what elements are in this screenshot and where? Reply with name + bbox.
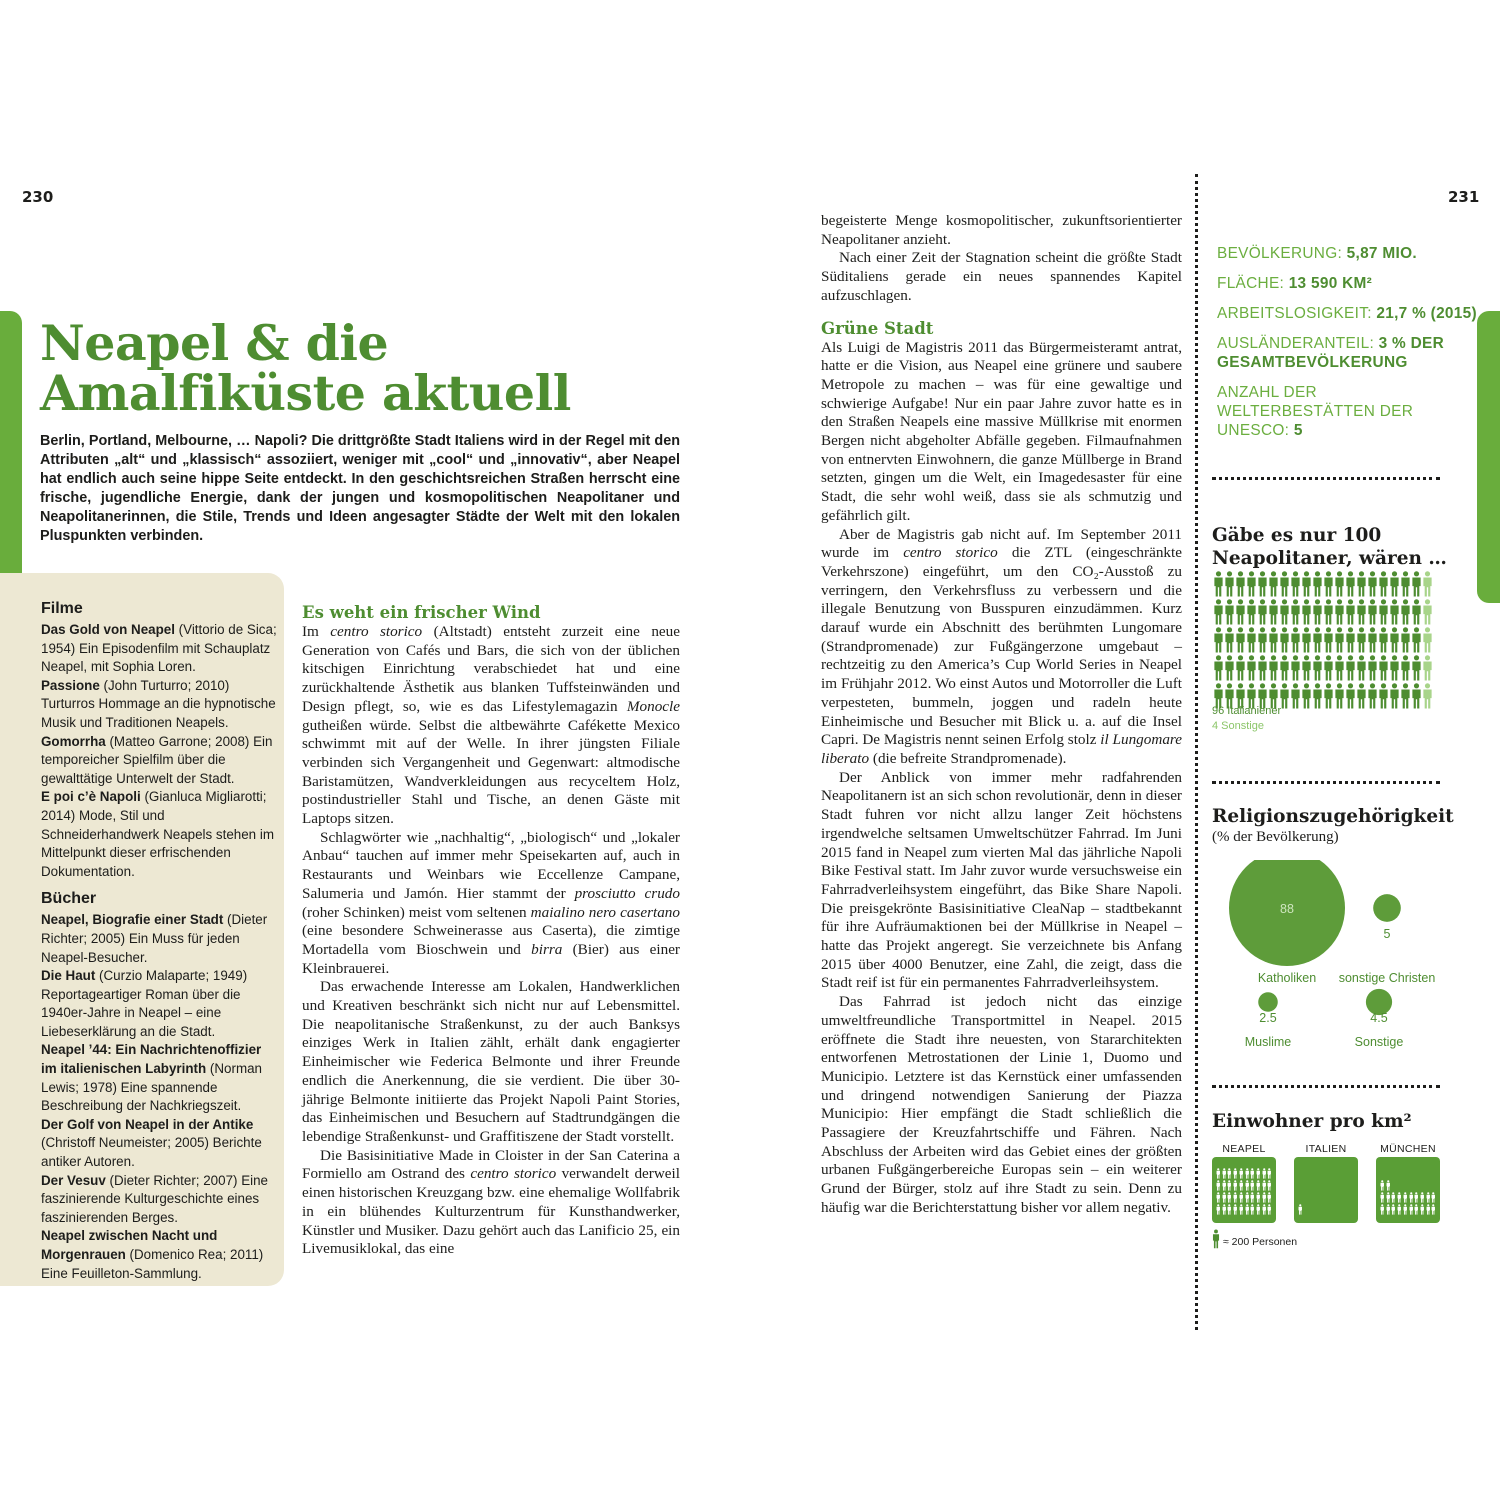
person-icon-italian: [1356, 627, 1367, 653]
books-heading: Bücher: [41, 890, 97, 908]
fact-area: FLÄCHE: 13 590 KM²: [1217, 275, 1373, 292]
person-icon-italian: [1301, 655, 1312, 681]
divider: [1212, 781, 1440, 784]
person-icon-italian: [1213, 571, 1224, 597]
right-chapter-tab: [1477, 311, 1500, 603]
density-person-icon: [1391, 1190, 1396, 1208]
person-icon-italian: [1279, 655, 1290, 681]
people-row: [1213, 571, 1443, 599]
person-icon-italian: [1268, 627, 1279, 653]
person-icon-italian: [1323, 655, 1334, 681]
book-entry: Neapel zwischen Nacht und Morgenrauen (Domenico Rea; 2011) Eine Feuilleton-Sammlung.: [41, 1228, 264, 1281]
title-line-2: Amalfiküste aktuell: [40, 364, 571, 422]
person-icon-italian: [1400, 599, 1411, 625]
section-heading-wind: Es weht ein frischer Wind: [302, 603, 541, 622]
person-icon-italian: [1301, 627, 1312, 653]
paragraph: Die Basisinitiative Made in Cloister in der San Caterina a Formiello am Ostrand des centro storico verwandelt derweil einen historischen Kreuzgang bzw. eine ehemalige Wollfabrik in ein blühendes Kulturzentrum für Kunsthandwerker, Künstler und Musiker. Dazu gehört auch das Lanificio 25, ein Livemusiklokal, das eine: [302, 1146, 680, 1258]
books-list: [41, 911, 277, 1283]
intro-paragraph: Berlin, Portland, Melbourne, … Napoli? Die drittgrößte Stadt Italiens wird in der Regel mit den Attributen „alt“ und „klassisch“ assoziiert, weniger mit „cool“ und „innovativ“, aber Neapel hat endlich auch seine hippe Seite entdeckt. In den geschichtsreichen Straßen herrscht eine frische, jugendliche Energie, dank der jungen und kosmopolitischen Neapolitaner und Neapolitanerinnen, die Stile, Trends und Ideen angesagter Städte der Welt mit den lokalen Pluspunkten verbinden.: [40, 433, 680, 544]
person-icon-italian: [1257, 571, 1268, 597]
person-icon-italian: [1290, 655, 1301, 681]
density-person-icon: [1233, 1166, 1238, 1184]
legend-other: 4 Sonstige: [1212, 720, 1264, 732]
person-icon-italian: [1334, 571, 1345, 597]
density-person-icon: [1403, 1190, 1408, 1208]
paragraph: Aber de Magistris gab nicht auf. Im September 2011 wurde im centro storico die ZTL (eingeschränkte Verkehrszone) eingeführt, um den CO₂-Ausstoß zu verringern, den Verkehrsfluss zu verbessern und die illegale Benutzung von Busspuren einzudämmen. Kurz darauf wurde ein Abschnitt des berühmten Lungomare (Strandpromenade) zur Fußgängerzone umgebaut – rechtzeitig zu den America’s Cup World Series in Neapel im Frühjahr 2012. Wo einst Autos und Motorroller die Luft verpesteten, bummeln, joggen und radeln heute Einheimische und Besucher mit Blick u. a. auf die Insel Capri. De Magistris nennt seinen Erfolg stolz il Lungomare liberato (die befreite Strandpromenade).: [821, 525, 1182, 767]
density-person-icon: [1298, 1202, 1303, 1220]
section-heading-green-city: Grüne Stadt: [821, 318, 934, 338]
density-person-icon: [1386, 1178, 1391, 1196]
person-icon-italian: [1356, 683, 1367, 709]
media-box: [0, 573, 284, 1286]
column-divider: [1195, 174, 1198, 1330]
person-icon-italian: [1389, 627, 1400, 653]
person-icon-italian: [1411, 683, 1422, 709]
person-icon-italian: [1400, 655, 1411, 681]
person-icon-italian: [1290, 683, 1301, 709]
person-icon-italian: [1213, 655, 1224, 681]
person-icon-italian: [1378, 571, 1389, 597]
religion-bubble: [1258, 992, 1278, 1012]
person-icon-italian: [1312, 683, 1323, 709]
person-icon-italian: [1323, 599, 1334, 625]
person-icon-italian: [1235, 571, 1246, 597]
people-row: [1213, 627, 1443, 655]
density-person-icon: [1250, 1166, 1255, 1184]
divider: [1212, 477, 1440, 480]
paragraph: Das erwachende Interesse am Lokalen, Handwerklichen und Kreativen beschränkt sich nicht nur auf Lebensmittel. Die neapolitanische Straßenkunst, zu der auch Banksys einziges Werk in Italien zählt, erhält dank engagierter Einheimischer wie Federica Belmonte und ihrer Freunde endlich die Anerkennung, die sie verdient. Die über 30-jährige Belmonte initiierte das Projekt Napoli Paint Stories, das Einheimischen und Besuchern auf Stadtrundgängen die lebendige Straßenkunst- und Graffitiszene der Stadt vorstellt.: [302, 978, 680, 1145]
density-person-icon: [1431, 1190, 1436, 1208]
person-icon-italian: [1378, 683, 1389, 709]
religion-chart: [1205, 860, 1465, 1060]
religion-label: Katholiken: [1257, 971, 1317, 985]
person-icon-italian: [1268, 655, 1279, 681]
paragraph: Schlagwörter wie „nachhaltig“, „biologisch“ und „lokaler Anbau“ tauchen auf immer mehr Speisekarten auf, auch in Restaurants und Weinbars wie Eccellenze Campane, Salumeria und Jamón. Hier stammt der prosciutto crudo (roher Schinken) meist vom seltenen maialino nero casertano (eine besondere Schweinerasse aus Caserta), die zimtige Mortadella vom Bioschwein und birra (Bier) aus einer Kleinbrauerei.: [302, 828, 680, 977]
person-icon-italian: [1257, 627, 1268, 653]
person-icon-italian: [1345, 655, 1356, 681]
legend-italian: 96 Italianiener: [1212, 705, 1282, 717]
people-row: [1213, 599, 1443, 627]
religion-label: Sonstige: [1354, 1035, 1404, 1049]
person-icon-italian: [1224, 599, 1235, 625]
person-icon-italian: [1345, 599, 1356, 625]
person-icon-italian: [1257, 655, 1268, 681]
person-icon-other: [1422, 627, 1433, 653]
religion-bubble: [1373, 894, 1401, 922]
page-number-right: 231: [1448, 188, 1480, 206]
people-heading: Gäbe es nur 100 Neapolitaner, wären …: [1212, 525, 1447, 569]
density-person-icon: [1227, 1166, 1232, 1184]
fact-population: BEVÖLKERUNG: 5,87 MIO.: [1217, 245, 1417, 262]
person-icon-italian: [1378, 627, 1389, 653]
films-list: [41, 621, 277, 881]
person-icon-italian: [1356, 599, 1367, 625]
person-icon-italian: [1367, 599, 1378, 625]
paragraph: Im centro storico (Altstadt) entsteht zurzeit eine neue Generation von Cafés und Bars, die sich von der üblichen kitschigen Einrichtung verabschiedet hat und eine zurückhaltende Ästhetik aus blanken Tuffsteinwänden und Design pflegt, so, wie es das Lifestylemagazin Monocle gutheißen würde. Selbst die altbewährte Cafékette Mexico schwimmt mit auf der Welle. In ihrer jüngsten Filiale verbinden sich Vergangenheit und Gegenwart: altmodische Baristamützen, Wandverkleidungen aus recyceltem Holz, postindustrieller Stahl und Tische, an denen Gäste mit Laptops sitzen.: [302, 623, 680, 828]
density-person-icon: [1222, 1166, 1227, 1184]
person-icon-italian: [1323, 571, 1334, 597]
person-icon-italian: [1367, 683, 1378, 709]
divider: [1212, 1085, 1440, 1088]
film-entry: Gomorrha (Matteo Garrone; 2008) Ein temporeicher Spielfilm über die gewalttätige Unterwelt der Stadt.: [41, 733, 273, 786]
person-icon-italian: [1367, 627, 1378, 653]
page-title: [40, 314, 740, 422]
person-icon-italian: [1389, 571, 1400, 597]
person-icon-other: [1422, 683, 1433, 709]
religion-value: 88: [1280, 902, 1294, 916]
book-entry: Neapel, Biografie einer Stadt (Dieter Richter; 2005) Ein Muss für jeden Neapel-Besucher.: [41, 912, 268, 965]
person-icon-italian: [1301, 571, 1312, 597]
person-icon-italian: [1213, 599, 1224, 625]
person-icon-italian: [1279, 599, 1290, 625]
page-number-left: 230: [22, 188, 54, 206]
density-chart: [1212, 1143, 1444, 1263]
person-icon-italian: [1389, 683, 1400, 709]
person-icon-italian: [1356, 571, 1367, 597]
person-icon-italian: [1290, 599, 1301, 625]
density-person-icon: [1420, 1190, 1425, 1208]
religion-value: 2.5: [1259, 1011, 1277, 1025]
person-icon-italian: [1345, 683, 1356, 709]
person-icon-italian: [1378, 599, 1389, 625]
paragraph: Als Luigi de Magistris 2011 das Bürgermeisteramt antrat, hatte er die Vision, aus Neapel eine grünere und saubere Metropole zu machen – was für eine gewaltige und schwierige Aufgabe! Nur ein paar Jahre zuvor hatte es in den Straßen Neapels eine massive Müllkrise mit enormen Bergen nicht abgeholter Abfälle gegeben. Filmaufnahmen von entnervten Einwohnern, die ganze Müllberge in Brand setzten, gingen um die Welt, ein Imagedesaster für eine Stadt, die sehr wohl weiß, dass sie als schmutzig und gefährlich gilt.: [821, 338, 1182, 524]
density-person-icon: [1409, 1190, 1414, 1208]
fact-unesco: ANZAHL DER WELTERBESTÄTTEN DER UNESCO: 5: [1217, 384, 1414, 439]
person-icon-italian: [1290, 571, 1301, 597]
density-legend-text: ≈ 200 Personen: [1223, 1235, 1298, 1248]
density-box: [1294, 1157, 1358, 1223]
paragraph: Nach einer Zeit der Stagnation scheint die größte Stadt Süditaliens gerade ein neues spannendes Kapitel aufzuschlagen.: [821, 249, 1182, 304]
person-icon-italian: [1400, 571, 1411, 597]
person-icon-italian: [1334, 599, 1345, 625]
religion-value: 4.5: [1370, 1011, 1388, 1025]
article-column-1: [302, 602, 680, 1259]
density-person-icon: [1267, 1166, 1272, 1184]
person-icon-italian: [1246, 571, 1257, 597]
person-icon-italian: [1400, 683, 1411, 709]
person-icon-italian: [1312, 599, 1323, 625]
book-entry: Die Haut (Curzio Malaparte; 1949) Reportageartiger Roman über die 1940er-Jahre in Neapel – eine Liebeserklärung an die Stadt.: [41, 968, 248, 1039]
person-icon-italian: [1367, 655, 1378, 681]
person-icon-italian: [1411, 571, 1422, 597]
density-person-icon: [1414, 1190, 1419, 1208]
density-person-icon: [1426, 1190, 1431, 1208]
person-icon-italian: [1257, 599, 1268, 625]
person-icon-italian: [1411, 599, 1422, 625]
density-person-icon: [1262, 1166, 1267, 1184]
paragraph: Das Fahrrad ist jedoch nicht das einzige umweltfreundliche Transportmittel in Neapel. 2015 eröffnete die Stadt ihre neuesten, von Stararchitekten entworfenen Metrostationen der Linie 1, Duomo und Municipio. Letztere ist das Kernstück einer umfassenden und dringend notwendigen Sanierung der Piazza Municipio: Hier empfängt die Stadt schließlich die Passagiere der Kreuzfahrtschiffe und Fähren. Nach Abschluss der Arbeiten wird das Gebiet eines der größten urbanen Fußgängerbereiche Europas sein – ein weiterer Grund der Bürger, stolz auf ihre Stadt zu sein. Denn zu häufig war die Berichterstattung bisher vor allem negativ.: [821, 993, 1182, 1216]
person-icon-italian: [1235, 655, 1246, 681]
left-chapter-tab: [0, 311, 22, 603]
person-icon-italian: [1224, 571, 1235, 597]
person-icon-italian: [1312, 571, 1323, 597]
film-entry: Das Gold von Neapel (Vittorio de Sica; 1954) Ein Episodenfilm mit Schauplatz Neapel, mit Sophia Loren.: [41, 622, 277, 675]
density-person-icon: [1245, 1166, 1250, 1184]
person-icon-italian: [1334, 683, 1345, 709]
person-icon-italian: [1224, 655, 1235, 681]
person-icon-italian: [1279, 627, 1290, 653]
person-icon-italian: [1301, 599, 1312, 625]
person-icon-italian: [1334, 655, 1345, 681]
density-person-icon: [1380, 1178, 1385, 1196]
films-heading: Filme: [41, 600, 83, 617]
density-label: ITALIEN: [1305, 1143, 1347, 1155]
person-icon-italian: [1312, 655, 1323, 681]
person-icon-italian: [1400, 627, 1411, 653]
person-icon-italian: [1301, 683, 1312, 709]
person-icon-italian: [1378, 655, 1389, 681]
person-icon-italian: [1235, 599, 1246, 625]
religion-label: sonstige Christen: [1338, 971, 1436, 985]
person-icon-italian: [1367, 571, 1378, 597]
fact-list: [1217, 244, 1477, 451]
religion-value: 5: [1383, 927, 1391, 941]
book-entry: Der Golf von Neapel in der Antike (Christoff Neumeister; 2005) Berichte antiker Autoren.: [41, 1116, 262, 1170]
religion-subheading: (% der Bevölkerung): [1212, 829, 1339, 845]
density-heading: Einwohner pro km²: [1212, 1111, 1412, 1132]
paragraph: Der Anblick von immer mehr radfahrenden Neapolitanern ist an sich schon revolutionär, denn in dieser Stadt fuhren vor nicht allzu langer Zeit höchstens irgendwelche seltsamen Umweltschützer Fahrrad. Im Juni 2015 fand in Neapel zum vierten Mal das jährliche Napoli Bike Festival statt. Im Jahr zuvor wurde versuchsweise ein Fahrradverleihsystem eingeführt, das Bike Share Napoli. Die preisgekrönte Basisinitiative CleaNap – stadtbekannt für ihre Aufräumaktionen bei der Müllkrise in Neapel – hatte das Projekt angeregt. Sie verzeichnete bis Anfang 2015 über 4000 Benutzer, eine Zahl, die zeigt, dass die Stadt reif ist für ein permanentes Fahrradverleihsystem.: [821, 768, 1182, 992]
density-label: NEAPEL: [1222, 1143, 1266, 1155]
fact-unemployment: ARBEITSLOSIGKEIT: 21,7 % (2015): [1217, 305, 1477, 322]
person-icon-italian: [1213, 627, 1224, 653]
person-icon: [1212, 1229, 1220, 1254]
film-entry: E poi c’è Napoli (Gianluca Migliarotti; 2014) Mode, Stil und Schneiderhandwerk Neapels stehen im Mittelpunkt dieser erfrischenden Dokumentation.: [41, 789, 274, 879]
person-icon-italian: [1345, 571, 1356, 597]
fact-foreigners: AUSLÄNDERANTEIL: 3 % DER GESAMTBEVÖLKERUNG: [1217, 335, 1445, 371]
person-icon-italian: [1323, 683, 1334, 709]
person-icon-italian: [1334, 627, 1345, 653]
religion-label: Muslime: [1244, 1035, 1292, 1049]
person-icon-italian: [1268, 571, 1279, 597]
person-icon-italian: [1323, 627, 1334, 653]
person-icon-italian: [1268, 599, 1279, 625]
person-icon-italian: [1224, 627, 1235, 653]
article-column-2: [821, 212, 1182, 1218]
density-person-icon: [1216, 1166, 1221, 1184]
density-person-icon: [1397, 1190, 1402, 1208]
paragraph: begeisterte Menge kosmopolitischer, zukunftsorientierter Neapolitaner anzieht.: [821, 212, 1182, 248]
density-legend: [1212, 1229, 1297, 1254]
person-icon-italian: [1411, 627, 1422, 653]
density-person-icon: [1239, 1166, 1244, 1184]
person-icon-italian: [1389, 599, 1400, 625]
person-icon-italian: [1246, 627, 1257, 653]
religion-heading: Religionszugehörigkeit: [1212, 806, 1454, 827]
person-icon-other: [1422, 655, 1433, 681]
person-icon-italian: [1411, 655, 1422, 681]
book-entry: Der Vesuv (Dieter Richter; 2007) Eine faszinierende Kulturgeschichte eines faszinierenden Berges.: [41, 1172, 269, 1225]
people-pictogram: [1213, 571, 1443, 711]
book-entry: Neapel ’44: Ein Nachrichtenoffizier im italienischen Labyrinth (Norman Lewis; 1978) Eine spannende Beschreibung der Nachkriegszeit.: [41, 1042, 262, 1114]
person-icon-italian: [1345, 627, 1356, 653]
person-icon-italian: [1312, 627, 1323, 653]
person-icon-italian: [1279, 571, 1290, 597]
film-entry: Passione (John Turturro; 2010) Turturros Hommage an die hypnotische Musik und Traditionen Neapels.: [41, 677, 276, 730]
person-icon-italian: [1290, 627, 1301, 653]
person-icon-italian: [1235, 627, 1246, 653]
density-label: MÜNCHEN: [1380, 1143, 1436, 1155]
person-icon-italian: [1246, 655, 1257, 681]
person-icon-other: [1422, 599, 1433, 625]
people-row: [1213, 655, 1443, 683]
title-line-1: Neapel & die: [40, 314, 389, 372]
person-icon-italian: [1246, 599, 1257, 625]
density-person-icon: [1256, 1166, 1261, 1184]
person-icon-italian: [1389, 655, 1400, 681]
person-icon-italian: [1356, 655, 1367, 681]
density-box: [1212, 1157, 1276, 1223]
density-box: [1376, 1157, 1440, 1223]
person-icon-other: [1422, 571, 1433, 597]
